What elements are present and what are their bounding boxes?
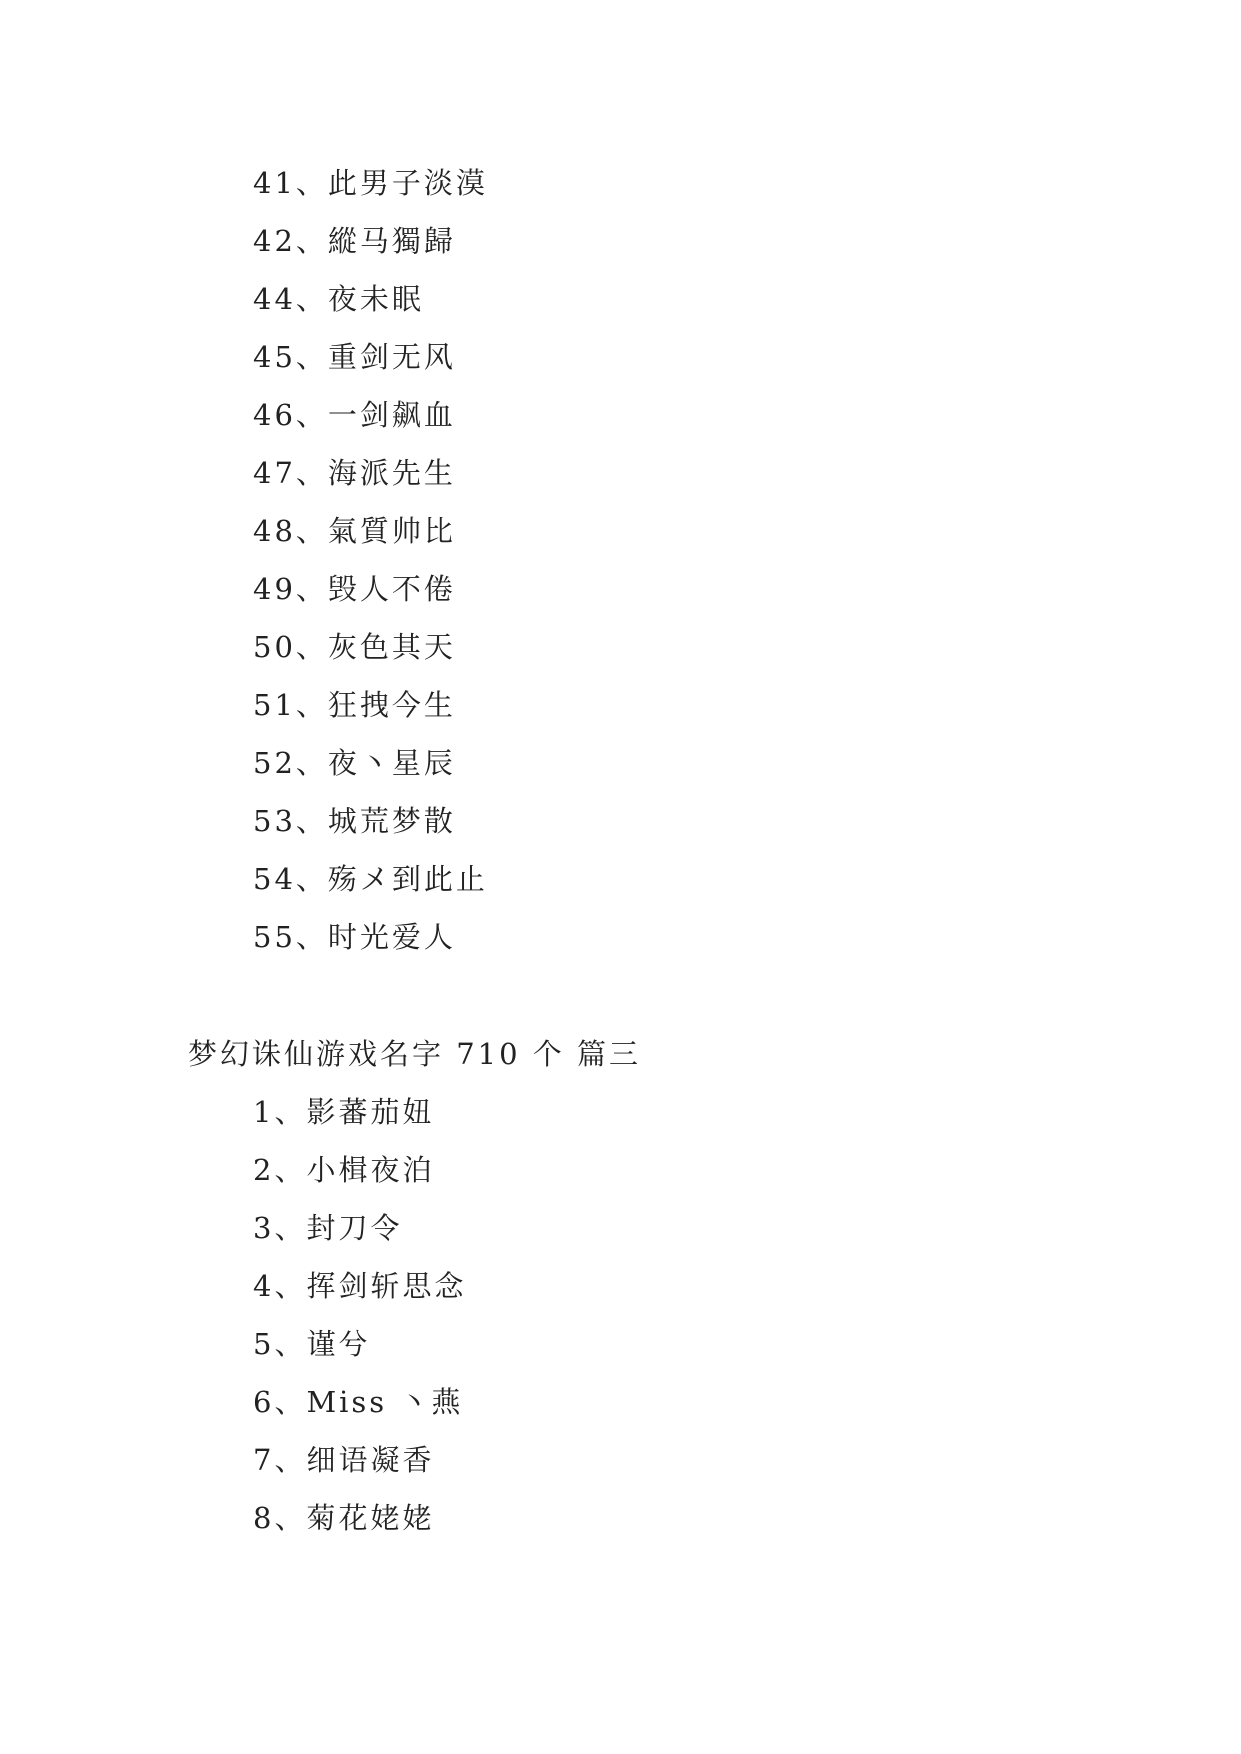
list-item: 4、挥剑斩思念 (253, 1269, 467, 1303)
list-item: 52、夜丶星辰 (253, 746, 456, 780)
list-item: 42、縱马獨歸 (253, 224, 456, 258)
list-item: 54、殇メ到此止 (253, 862, 488, 896)
name-list-continued (0, 154, 488, 966)
name-list-section-three (0, 1083, 466, 1547)
list-item: 49、毁人不倦 (253, 572, 456, 606)
list-item: 55、时光爱人 (253, 920, 456, 954)
list-item: 6、Miss 丶燕 (253, 1385, 464, 1419)
list-item: 2、小楫夜泊 (253, 1153, 435, 1187)
list-item: 46、一剑飙血 (253, 398, 456, 432)
list-item: 53、城荒梦散 (253, 804, 456, 838)
list-item: 41、此男子淡漠 (253, 166, 488, 200)
list-item: 44、夜未眠 (253, 282, 424, 316)
list-item: 7、细语凝香 (253, 1443, 435, 1477)
section-heading: 梦幻诛仙游戏名字 710 个 篇三 (188, 1037, 642, 1071)
list-item: 8、菊花姥姥 (253, 1501, 435, 1535)
list-item: 45、重剑无风 (253, 340, 456, 374)
list-item: 48、氣質帅比 (253, 514, 456, 548)
list-item: 50、灰色其天 (253, 630, 456, 664)
list-item: 5、谨兮 (253, 1327, 371, 1361)
list-item: 3、封刀令 (253, 1211, 403, 1245)
list-item: 51、狂拽今生 (253, 688, 456, 722)
list-item: 47、海派先生 (253, 456, 456, 490)
list-item: 1、影蕃茄妞 (253, 1095, 435, 1129)
